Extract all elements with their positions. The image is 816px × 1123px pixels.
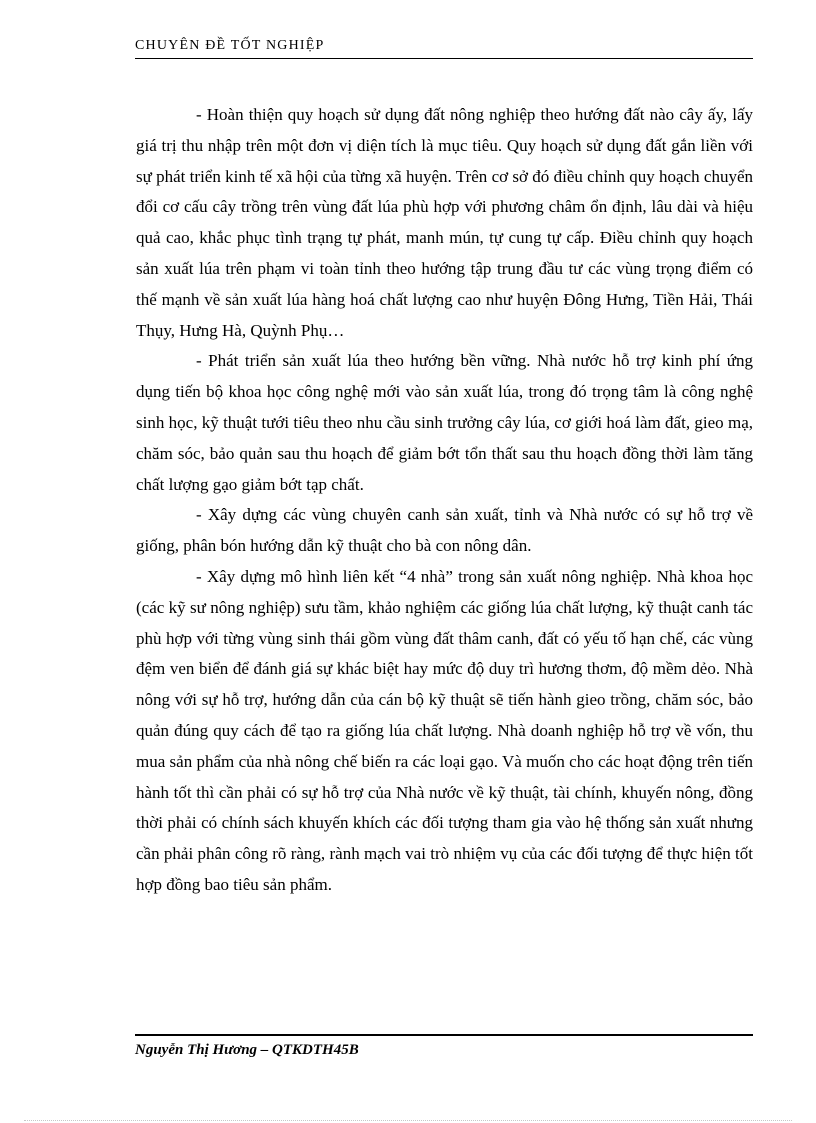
- paragraph-sustainable-rice: - Phát triển sản xuất lúa theo hướng bền vững. Nhà nước hỗ trợ kinh phí ứng dụng tiến bộ khoa học công nghệ mới vào sản xuất lúa, trong đó trọng tâm là công nghệ sinh học, kỹ thuật tưới tiêu theo nhu cầu sinh trưởng cây lúa, cơ giới hoá làm đất, gieo mạ, chăm sóc, bảo quản sau thu hoạch để giảm bớt tổn thất sau thu hoạch đồng thời làm tăng chất lượng gạo giảm bớt tạp chất.: [136, 351, 753, 494]
- paragraph-four-party-link: - Xây dựng mô hình liên kết “4 nhà” trong sản xuất nông nghiệp. Nhà khoa học (các kỹ sư nông nghiệp) sưu tầm, khảo nghiệm các giống lúa chất lượng, kỹ thuật canh tác phù hợp với từng vùng sinh thái gồm vùng đất thâm canh, đất có yếu tố hạn chế, các vùng đệm ven biển để đánh giá sự khác biệt hay mức độ duy trì hương thơm, độ mềm dẻo. Nhà nông với sự hỗ trợ, hướng dẫn của cán bộ kỹ thuật sẽ tiến hành gieo trồng, chăm sóc, bảo quản đúng quy cách để tạo ra giống lúa chất lượng. Nhà doanh nghiệp hỗ trợ về vốn, thu mua sản phẩm của nhà nông chế biến ra các loại gạo. Và muốn cho các hoạt động trên tiến hành tốt thì cần phải có sự hỗ trợ của Nhà nước về kỹ thuật, tài chính, khuyến nông, đồng thời phải có chính sách khuyến khích các đối tượng tham gia vào hệ thống sản xuất nhưng cần phải phân công rõ ràng, rành mạch vai trò nhiệm vụ của các đối tượng để thực hiện tốt hợp đồng bao tiêu sản phẩm.: [136, 566, 753, 894]
- footer-author: Nguyễn Thị Hương – QTKDTH45B: [135, 1042, 359, 1058]
- header-title: CHUYÊN ĐỀ TỐT NGHIỆP: [135, 38, 325, 53]
- paragraph-specialized-zones: - Xây dựng các vùng chuyên canh sản xuất, tỉnh và Nhà nước có sự hỗ trợ về giống, phân bón hướng dẫn kỹ thuật cho bà con nông dân.: [136, 505, 753, 556]
- page-footer: [135, 1034, 753, 1058]
- page-header: [135, 38, 753, 59]
- page-edge-divider: [24, 1120, 792, 1121]
- document-body: [136, 100, 753, 901]
- paragraph-land-use-planning: - Hoàn thiện quy hoạch sử dụng đất nông nghiệp theo hướng đất nào cây ấy, lấy giá trị thu nhập trên một đơn vị diện tích là mục tiêu. Quy hoạch sử dụng đất gắn liền với sự phát triển kinh tế xã hội của từng xã huyện. Trên cơ sở đó điều chỉnh quy hoạch chuyển đổi cơ cấu cây trồng trên vùng đất lúa phù hợp với phương châm ổn định, lâu dài và hiệu quả cao, khắc phục tình trạng tự phát, manh mún, tự cung tự cấp. Điều chỉnh quy hoạch sản xuất lúa trên phạm vi toàn tỉnh theo hướng tập trung đầu tư các vùng trọng điểm có thế mạnh về sản xuất lúa hàng hoá chất lượng cao như huyện Đông Hưng, Tiền Hải, Thái Thụy, Hưng Hà, Quỳnh Phụ…: [136, 105, 753, 340]
